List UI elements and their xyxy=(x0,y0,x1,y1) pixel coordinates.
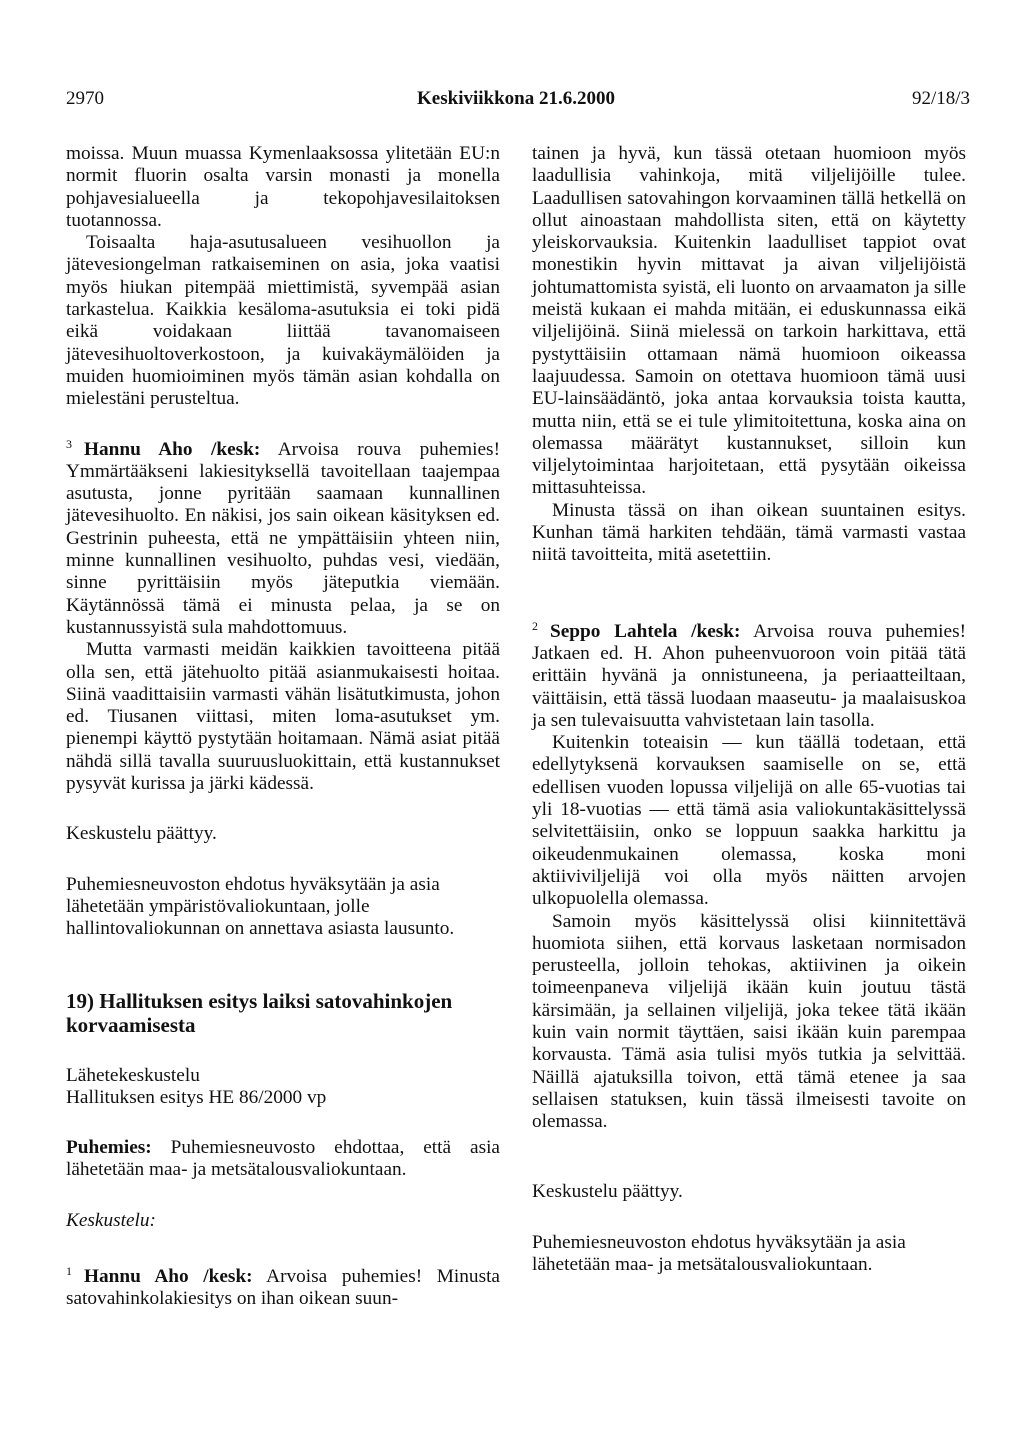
speaker-name: Seppo Lahtela /kesk: xyxy=(550,620,741,642)
speech-text: Arvoisa puhemies! Minusta satovahinkolakiesitys on ihan oikean suun- xyxy=(66,1265,500,1310)
chair-label: Puhemies: xyxy=(66,1137,152,1159)
speech-paragraph xyxy=(532,615,966,732)
speech-text: Arvoisa rouva puhemies! Jatkaen ed. H. Ahon puheenvuoroon voin pitää tätä erittäin hyvänä ja onnistuneena, ja periaatteiltaan, väittäisin, että tässä luodaan maaseutu- ja maalaisuskoa ja sen tulevaisuutta vahvistetaan lain tasolla. xyxy=(532,620,966,731)
agenda-item-heading: 19) Hallituksen esitys laiksi satovahinkojen korvaamisesta xyxy=(66,988,453,1037)
left-column xyxy=(66,143,500,1311)
speech-text: Arvoisa rouva puhemies! Ymmärtääkseni lakiesityksellä tavoitellaan taajempaa asutusta, jonne pyritään saamaan kunnallinen jätevesihuolto. En näkisi, jos sain oikean käsityksen ed. Gestrinin puheesta, että ne ympättäisiin yhteen niin, minne kunnallinen vesihuolto, puhdas vesi, viedään, sinne pyrittäisiin myös jäteputkia viemään. Käytännössä tämä ei minusta pelaa, ja se on kustannussyistä sula mahdottomuus. xyxy=(66,438,500,638)
paragraph: tainen ja hyvä, kun tässä otetaan huomioon myös laadullisia vahinkoja, mitä viljelijöille tulee. Laadullisen satovahingon korvaaminen tällä hetkellä on ollut ainoastaan mahdollista siten, että on käytetty yleiskorvauksia. Kuitenkin laadulliset tappiot ovat monestikin hyvin mittavat ja aivan viljelijöistä johtumattomista syistä, eli luonto on arvaamaton ja sille meistä kukaan ei mahda mitään, ei eduskunnassa eikä viljelijöinä. Siinä mielessä on tarkoin harkittava, että pystyttäisiin ottamaan nämä huomioon oikeassa laajuudessa. Samoin on otettava huomioon tämä uusi EU-lainsäädäntö, joka antaa korvauksia toista kautta, mutta niin, että se ei tule ylimitoitettuna, koska aina on olemassa määrätyt kustannukset, silloin kun viljelytoimintaa harjoitetaan, että pysytään oikeissa mittasuhteissa. xyxy=(532,143,966,499)
reference-line: Lähetekeskustelu xyxy=(66,1064,200,1086)
right-column xyxy=(532,143,966,1276)
speech-paragraph xyxy=(66,433,500,640)
speech-number: 3 xyxy=(66,436,72,451)
page-number: 2970 xyxy=(66,88,104,109)
page-header xyxy=(66,88,970,118)
session-date: Keskiviikkona 21.6.2000 xyxy=(417,88,615,109)
speaker-name: Hannu Aho /kesk: xyxy=(84,438,261,460)
reference-line: Hallituksen esitys HE 86/2000 vp xyxy=(66,1086,327,1108)
paragraph: moissa. Muun muassa Kymenlaaksossa ylitetään EU:n normit fluorin osalta varsin monasti ja monella pohjavesialueella ja tekopohjavesilaitoksen tuotannossa. xyxy=(66,143,500,231)
speech-number: 2 xyxy=(532,618,538,633)
paragraph: Mutta varmasti meidän kaikkien tavoitteena pitää olla sen, että jätehuolto pitää asianmukaisesti hoitaa. Siinä vaadittaisiin varmasti vähän lisätutkimusta, johon ed. Tiusanen viittasi, miten loma-asutukset ym. pienempi käyttö pystytään hoitamaan. Nämä asiat pitää nähdä sillä tavalla suuruusluokittain, että kustannukset pysyvät kurissa ja järki kädessä. xyxy=(66,639,500,795)
speech-paragraph xyxy=(66,1260,500,1311)
discussion-ended: Keskustelu päättyy. xyxy=(66,823,217,845)
paragraph: Toisaalta haja-asutusalueen vesihuollon ja jätevesiongelman ratkaiseminen on asia, joka vaatisi myös hiukan pitempää miettimistä, syvempää asian tarkastelua. Kaikkia kesäloma-asutuksia ei toki pidä eikä voidakaan liittää tavanomaiseen jätevesihuoltoverkostoon, ja kuivakäymälöiden ja muiden huomioiminen myös tämän asian kohdalla on mielestäni perusteltua. xyxy=(66,232,500,410)
speech-number: 1 xyxy=(66,1263,72,1278)
decision-text: Puhemiesneuvoston ehdotus hyväksytään ja asia lähetetään maa- ja metsätalousvaliokuntaan. xyxy=(532,1231,906,1276)
speaker-name: Hannu Aho /kesk: xyxy=(84,1265,253,1287)
discussion-ended: Keskustelu päättyy. xyxy=(532,1181,683,1203)
chair-text: Puhemiesneuvosto ehdottaa, että asia lähetetään maa- ja metsätalousvaliokuntaan. xyxy=(66,1137,500,1181)
paragraph: Kuitenkin toteaisin — kun täällä todetaan, että edellytyksenä korvauksen saamiselle on se, että edellisen vuoden lopussa viljelijä on alle 65-vuotias tai yli 18-vuotias — että tämä asia valiokuntakäsittelyssä selvitettäisiin, onko se loppuun saakka harkittu ja oikeudenmukainen olemassa, koska moni aktiiviviljelijä voi olla myös näitten arvojen ulkopuolella olemassa. xyxy=(532,732,966,910)
document-reference: 92/18/3 xyxy=(911,88,970,109)
paragraph: Minusta tässä on ihan oikean suuntainen esitys. Kunhan tämä harkiten tehdään, tämä varmasti vastaa niitä tavoitteita, mitä asetettiin. xyxy=(532,499,966,566)
discussion-label: Keskustelu: xyxy=(66,1209,156,1231)
paragraph: Samoin myös käsittelyssä olisi kiinnitettävä huomiota siihen, että korvaus lasketaan normisadon perusteella, jolloin tehokas, aktiivinen ja oikein toimeenpaneva viljelijä ikään kuin joutuu tästä kärsimään, ja sellainen viljelijä, joka tekee tätä ikään kuin vain normit täyttäen, saisi ikään kuin parempaa korvausta. Tämä asia tulisi myös tutkia ja selvittää. Näillä ajatuksilla toivon, että tämä etenee ja saa sellaisen statuksen, kuin tässä ilmeisesti tavoite on olemassa. xyxy=(532,910,966,1133)
chair-statement xyxy=(66,1137,500,1182)
decision-text: Puhemiesneuvoston ehdotus hyväksytään ja asia lähetetään ympäristövaliokuntaan, jolle hallintovaliokunnan on annettava asiasta lausunto. xyxy=(66,873,455,940)
